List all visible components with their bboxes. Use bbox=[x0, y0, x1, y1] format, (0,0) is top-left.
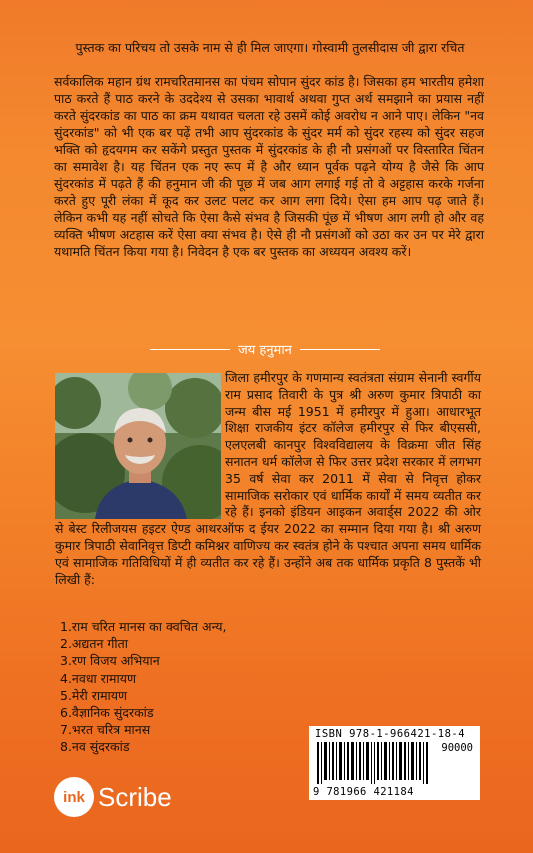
books-list bbox=[60, 618, 290, 756]
list-item: 5.मेरी रामायण bbox=[60, 687, 128, 703]
ink-logo-icon bbox=[54, 777, 94, 817]
book-synopsis: सर्वकालिक महान ग्रंथ रामचरितमानस का पंचम सोपान सुंदर कांड है। जिसका हम भारतीय हमेशा पाठ करते हैं पाठ करने के उददेश्य से उसका भावार्थ अथवा गुप्त अर्थ समझाने का प्रयास नहीं करते सुंदरकांड का पाठ का क्रम यथावत चलता रहे उसमें कोई अवरोध न आने पाए। लेकिन "नव सुंदरकांड" को भी एक बर पढ़ें तभी आप सुंदरकांड के सुंदर मर्म को सुंदर रहस्य को सुंदर सहज भक्ति को हृदयगम कर सकेंगे प्रस्तुत पुस्तक में सुंदरकांड के ही नौ प्रसंगओं पर विस्तारित चिंतन का समावेश है। यह चिंतन एक नए रूप में है और ध्यान पूर्वक पढ़ने योग्य है जैसे कि आप सुंदरकांड में पढ़ते हैं की हनुमान जी की पूछ में जब आग लगाई गई तो वे अट्टहास करके गर्जना करते हुए पूरी लंका में कूद कर उलट पलट कर आग लगा दिये। ऐसा हम आप पढ़ जाते हैं। लेकिन कभी यह नहीं सोचते कि ऐसा कैसे संभव है जिसकी पूंछ में भीषण आग लगी हो और वह व्यक्ति भीषण अटहास करें ऐसा क्या संभव है। ऐसे ही नौ प्रसंगओं को उठा कर उन पर मेरे द्वारा यथामति चिंतन किया गया है। निवेदन है एक बर पुस्तक का अध्ययन अवश्य करें। bbox=[54, 74, 484, 259]
list-item: 4.नवधा रामायण bbox=[60, 670, 137, 686]
section-divider bbox=[150, 341, 380, 357]
divider-title: जय हनुमान bbox=[238, 343, 292, 358]
list-item: 7.भरत चरित्र मानस bbox=[60, 722, 151, 738]
isbn-barcode bbox=[309, 726, 480, 800]
list-item: 6.वैज्ञानिक सुंदरकांड bbox=[60, 705, 154, 721]
intro-line: पुस्तक का परिचय तो उसके नाम से ही मिल जाएगा। गोस्वामी तुलसीदास जी द्वारा रचित bbox=[75, 40, 465, 55]
list-item: 1.राम चरित मानस का क्वचित अन्य, bbox=[60, 619, 227, 634]
isbn-label: ISBN 978-1-966421-18-4 bbox=[315, 728, 466, 740]
publisher-logo bbox=[54, 776, 172, 818]
barcode-bars bbox=[317, 742, 432, 784]
price-code: 90000 bbox=[441, 742, 473, 754]
publisher-name: Scribe bbox=[98, 781, 172, 812]
logo-mark-text: ink bbox=[63, 788, 85, 806]
barcode-digits: 9 781966 421184 bbox=[313, 786, 414, 798]
list-item: 2.अद्यतन गीता bbox=[60, 636, 129, 652]
divider-line-right bbox=[300, 349, 380, 350]
author-bio: जिला हमीरपुर के गणमान्य स्वतंत्रता संग्राम सेनानी स्वर्गीय राम प्रसाद तिवारी के पुत्र श्री अरुण कुमार त्रिपाठी का जन्म बीस मई 1951 में हमीरपुर में हुआ। आधारभूत शिक्षा राजकीय इंटर कॉलेज हमीरपुर से फिर बीएससी, एलएलबी कानपुर विश्वविद्यालय के विक्रमा जीत सिंह सनातन धर्म कॉलेज से फिर उत्तर प्रदेश सरकार में लगभग 35 वर्ष सेवा कर 2011 में सेवा से निवृत्त होकर सामाजिक सरोकार एवं धार्मिक कार्यों में समय व्यतीत कर रहे हैं। इनको इंडियन आइकन अवार्ड्स 2022 की ओर से बेस्ट रिलीजयस हइटर ऐण्ड आथरऑफ द ईयर 2022 का सम्मान दिया गया है। श्री अरुण कुमार त्रिपाठी सेवानिवृत्त डिप्टी कमिश्नर वाणिज्य कर स्वतंत्र होने के पश्चात अपना समय धार्मिक एवं सामाजिक गतिविधियों में ही व्यतीत कर रहे हैं। उन्होंने अब तक धार्मिक प्रकृति 8 पुस्तकें भी लिखी हैं: bbox=[55, 370, 481, 587]
divider-line-left bbox=[150, 349, 230, 350]
list-item: 8.नव सुंदरकांड bbox=[60, 739, 130, 755]
author-photo bbox=[55, 373, 221, 519]
list-item: 3.रण विजय अभियान bbox=[60, 653, 160, 669]
